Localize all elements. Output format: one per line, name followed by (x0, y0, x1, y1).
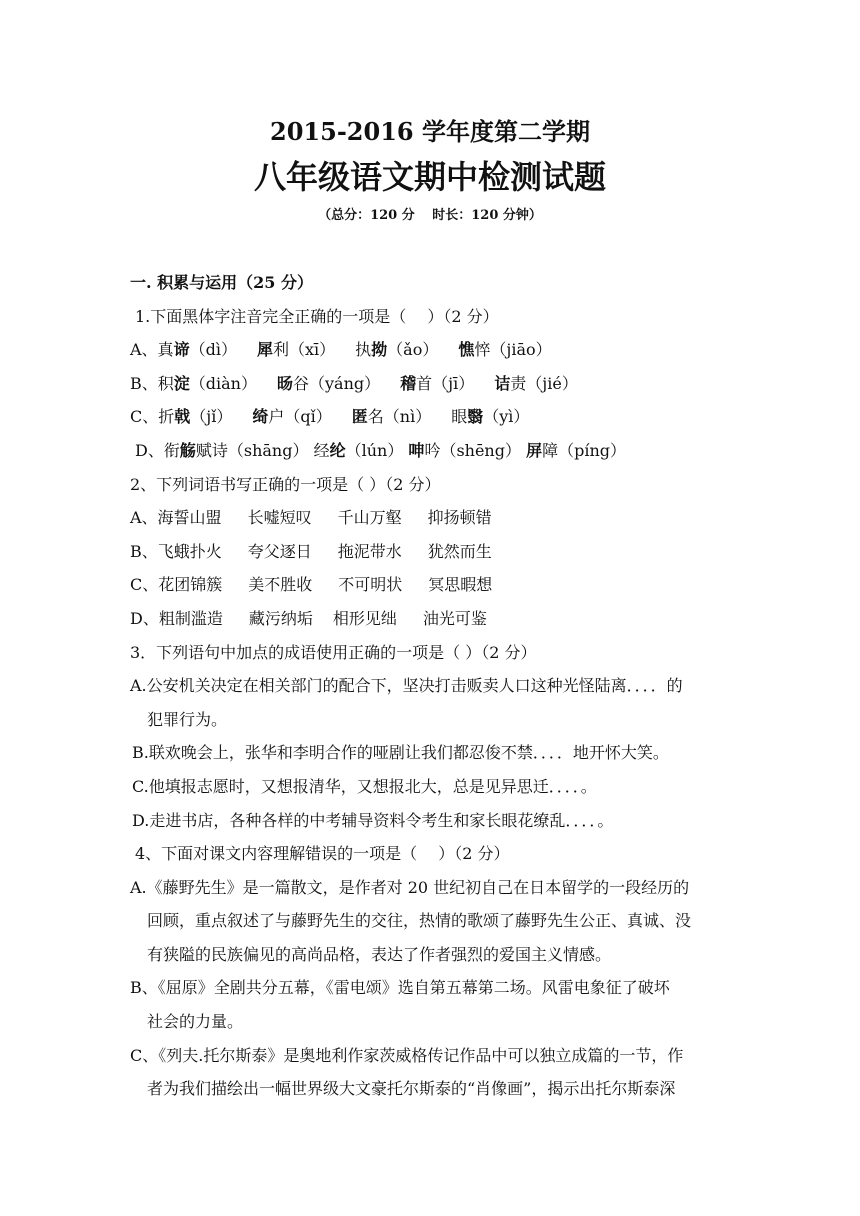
option-item: 藏污纳垢 (248, 608, 313, 628)
pinyin: 悴（jiāo） (474, 340, 552, 360)
exam-year-term: 2015-2016 学年度第二学期 (270, 117, 590, 146)
option-item: C、花团锦簇 (130, 575, 223, 595)
bold-char: 屏 (526, 440, 543, 460)
pinyin: （jǐ） (190, 407, 233, 427)
option-item: 拖泥带水 (337, 541, 402, 561)
section-heading: 一. 积累与运用（25 分） (130, 273, 313, 292)
pinyin: （lún） (345, 440, 404, 460)
question-1-option-a (130, 333, 740, 367)
pinyin: 名（nì） (367, 407, 432, 427)
pinyin: 首（jī） (416, 373, 475, 393)
bold-char: 呻 (408, 440, 425, 460)
option-prefix: B、积 (130, 373, 174, 393)
option-prefix: C、折 (130, 407, 175, 427)
pinyin: （yì） (483, 407, 530, 427)
question-3-stem: 3．下列语句中加点的成语使用正确的一项是（ ）（2 分） (130, 642, 537, 662)
bold-char: 戟 (174, 407, 191, 427)
bold-char: 觞 (179, 440, 196, 460)
option-item: 千山万壑 (337, 508, 402, 528)
option-prefix: D、衔 (135, 440, 180, 460)
exam-body (130, 266, 740, 1106)
option-item: D、粗制滥造 (130, 608, 223, 628)
question-3-option-a-cont: 犯罪行为。 (147, 709, 228, 729)
question-4-option-a-cont: 有狭隘的民族偏见的高尚品格，表达了作者强烈的爱国主义情感。 (147, 944, 612, 964)
pinyin: 户（qǐ） (268, 407, 332, 427)
option-item: 犹然而生 (427, 541, 492, 561)
bold-char: 翳 (467, 407, 484, 427)
option-item: 冥思暇想 (428, 575, 493, 595)
question-1-stem: 1.下面黑体字注音完全正确的一项是（ ）（2 分） (135, 306, 499, 326)
question-3-option-b: B.联欢晚会上，张华和李明合作的哑剧让我们都忍俊不禁．．．．地开怀大笑。 (132, 743, 669, 763)
question-2-option-b (130, 535, 740, 569)
question-3-option-d: D.走进书店，各种各样的中考辅导资料令考生和家长眼花缭乱．．．．。 (132, 810, 614, 830)
question-3-option-c: C.他填报志愿时，又想报清华，又想报北大，总是见异思迁．．．．。 (132, 776, 597, 796)
question-1-option-d (130, 434, 740, 468)
question-4-option-c-cont: 者为我们描绘出一幅世界级大文豪托尔斯泰的“肖像画”，揭示出托尔斯泰深 (147, 1079, 676, 1099)
word-prefix: 眼 (451, 407, 468, 427)
pinyin: 赋诗（shāng） (195, 440, 309, 460)
question-4-option-b: B、《屈原》全剧共分五幕，《雷电颂》选自第五幕第二场。风雷电象征了破坏 (130, 978, 670, 998)
bold-char: 旸 (277, 373, 294, 393)
word-prefix: 经 (313, 440, 330, 460)
option-item: B、飞蛾扑火 (130, 541, 222, 561)
bold-char: 稽 (400, 373, 417, 393)
question-4-stem: 4、下面对课文内容理解错误的一项是（ ）（2 分） (135, 844, 510, 864)
question-4-option-a: A.《藤野先生》是一篇散文，是作者对 20 世纪初自己在日本留学的一段经历的 (130, 877, 690, 897)
pinyin: （dì） (189, 340, 237, 360)
bold-char: 绮 (252, 407, 269, 427)
question-3-option-a: A.公安机关决定在相关部门的配合下，坚决打击贩卖人口这种光怪陆离．．．．的 (130, 676, 683, 696)
option-item: 相形见绌 (332, 608, 397, 628)
bold-char: 拗 (371, 340, 388, 360)
bold-char: 纶 (329, 440, 346, 460)
option-item: 抑扬顿错 (427, 508, 492, 528)
question-2-option-d (130, 602, 740, 636)
pinyin: 吟（shēng） (424, 440, 521, 460)
question-2-option-c (130, 568, 740, 602)
option-item: 夸父逐日 (247, 541, 312, 561)
option-item: 美不胜收 (248, 575, 313, 595)
bold-char: 匿 (351, 407, 368, 427)
pinyin: （diàn） (189, 373, 257, 393)
bold-char: 淀 (173, 373, 190, 393)
word-prefix: 执 (355, 340, 372, 360)
question-1-option-b (130, 367, 740, 401)
question-2-stem: 2、下列词语书写正确的一项是（ ）（2 分） (130, 474, 441, 494)
pinyin: （ǎo） (387, 340, 439, 360)
option-item: A、海誓山盟 (130, 508, 222, 528)
question-4-option-b-cont: 社会的力量。 (147, 1012, 244, 1032)
question-4-option-a-cont: 回顾，重点叙述了与藤野先生的交往，热情的歌颂了藤野先生公正、真诚、没 (147, 911, 692, 931)
question-4-option-c: C、《列夫.托尔斯泰》是奥地利作家茨威格传记作品中可以独立成篇的一节，作 (130, 1045, 684, 1065)
pinyin: 责（jié） (510, 373, 578, 393)
bold-char: 诘 (494, 373, 511, 393)
option-item: 长嘘短叹 (247, 508, 312, 528)
option-item: 油光可鉴 (422, 608, 487, 628)
exam-title: 八年级语文期中检测试题 (253, 158, 606, 196)
question-2-option-a (130, 501, 740, 535)
bold-char: 谛 (173, 340, 190, 360)
bold-char: 犀 (256, 340, 273, 360)
option-prefix: A、真 (130, 340, 174, 360)
pinyin: 利（xī） (272, 340, 336, 360)
pinyin: 障（píng） (542, 440, 627, 460)
question-1-option-c (130, 400, 740, 434)
pinyin: 谷（yáng） (293, 373, 381, 393)
exam-meta: （总分：120 分 时长：120 分钟） (318, 208, 542, 223)
option-item: 不可明状 (338, 575, 403, 595)
bold-char: 憔 (458, 340, 475, 360)
